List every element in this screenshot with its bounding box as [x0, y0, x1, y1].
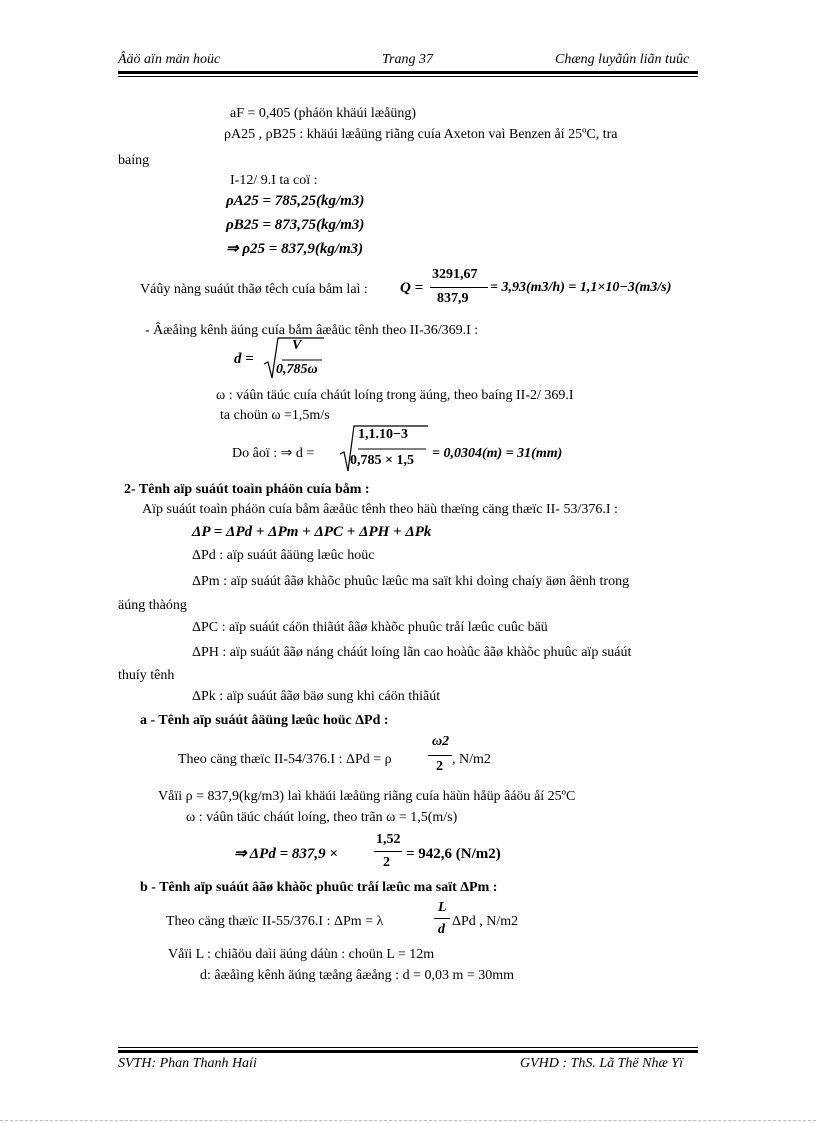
- eq-rho-b: ρB25 = 873,75(kg/m3): [226, 217, 365, 233]
- line-dpd: ΔPd : aïp suáút âäüng læûc hoüc: [192, 548, 375, 563]
- eq-dpd-den: 2: [436, 759, 443, 774]
- eq-dpm-num: L: [438, 900, 447, 915]
- eq-dpd-calc-lhs: ⇒ ΔPd = 837,9 ×: [234, 846, 338, 862]
- line-dpm-cont: äúng thàóng: [118, 598, 187, 613]
- section-b-title: b - Tênh aïp suáút âãø khàõc phuûc tråí læûc ma saït ΔPm :: [140, 880, 498, 895]
- eq-dpd-lhs: Theo cäng thæïc II-54/376.I : ΔPd = ρ: [178, 752, 392, 767]
- eq-dpd-calc-fraction-bar: [374, 851, 402, 852]
- eq-d-lhs: d =: [234, 351, 254, 367]
- footer-rule-thick: [118, 1050, 698, 1053]
- eq-dpm-lhs: Theo cäng thæïc II-55/376.I : ΔPm = λ: [166, 914, 384, 929]
- eq-d-den: 0,785ω: [276, 362, 318, 377]
- eq-d-calc-num: 1,1.10−3: [358, 427, 408, 442]
- eq-dpd-fraction-bar: [428, 755, 452, 756]
- line-diameter-def: d: âæåìng kênh äúng tæång âæång : d = 0,03 m = 30mm: [200, 968, 515, 983]
- line-omega-def: ω : váûn täúc cuía cháút loíng trong äúng, theo baíng II-2/ 369.I: [216, 388, 574, 403]
- line-dph: ΔPH : aïp suáút âãø náng cháút loíng lãn cao hoàûc âãø khàõc phuûc aïp suáút: [192, 645, 632, 660]
- section-a-title: a - Tênh aïp suáút âäüng læûc hoüc ΔPd :: [140, 713, 389, 728]
- line-dph-cont: thuíy tênh: [118, 668, 175, 683]
- eq-Q-lhs: Q =: [400, 280, 424, 296]
- eq-Q-rhs: = 3,93(m3/h) = 1,1×10−3(m3/s): [490, 280, 672, 295]
- eq-dpd-num: ω2: [432, 734, 450, 749]
- eq-total-pressure: ΔP = ΔPd + ΔPm + ΔPC + ΔPH + ΔPk: [192, 524, 432, 540]
- footer-rule-thin: [118, 1047, 698, 1048]
- eq-d-calc-lhs: Do âoï : ⇒ d =: [232, 446, 315, 461]
- eq-rho-mix: ⇒ ρ25 = 837,9(kg/m3): [226, 241, 364, 257]
- eq-Q-num: 3291,67: [432, 267, 478, 282]
- eq-d-num: V: [292, 338, 302, 353]
- header-center: Trang 37: [382, 52, 433, 67]
- line-baing: baíng: [118, 153, 150, 168]
- line-rho-mix: Våïi ρ = 837,9(kg/m3) laì khäúi læåüng riãng cuía häùn håüp âáöu åí 25ºC: [158, 789, 576, 804]
- eq-dpd-calc-num: 1,52: [376, 832, 401, 847]
- line-dpc: ΔPC : aïp suáút cáön thiãút âãø khàõc phuûc tråí læûc cuûc bäü: [192, 620, 548, 635]
- footer-right: GVHD : ThS. Lã Thë Nhæ Yï: [520, 1056, 683, 1071]
- line-omega-value: ω : váûn täúc cháút loíng, theo trãn ω = 1,5(m/s): [186, 810, 458, 825]
- footer-left: SVTH: Phan Thanh Haíi: [118, 1056, 257, 1071]
- section-2-title: 2- Tênh aïp suáút toaìn pháön cuía båm :: [124, 482, 370, 497]
- line-table-ref: I-12/ 9.I ta coï :: [230, 173, 318, 188]
- header-rule-thick: [118, 71, 698, 74]
- header-right: Chæng luyãûn liãn tuûc: [555, 52, 690, 67]
- line-omega-choice: ta choün ω =1,5m/s: [220, 408, 330, 423]
- eq-dpd-unit: , N/m2: [452, 752, 491, 767]
- line-diameter-intro: - Âæåìng kênh äúng cuía båm âæåüc tênh theo II-36/369.I :: [145, 323, 479, 338]
- line-rho-def: ρA25 , ρB25 : khäúi læåüng riãng cuía Axeton vaì Benzen åí 25ºC, tra: [224, 127, 618, 142]
- line-total-pressure: Aïp suáút toaìn pháön cuía båm âæåüc tênh theo häù thæïng cäng thæïc II- 53/376.I :: [142, 502, 618, 517]
- line-length-def: Våïi L : chiãöu daìi äúng dáùn : choün L = 12m: [168, 947, 435, 962]
- line-af: aF = 0,405 (pháön khäúi læåüng): [230, 106, 416, 121]
- eq-dpm-rhs: ΔPd , N/m2: [452, 914, 519, 929]
- eq-dpd-calc-den: 2: [383, 855, 390, 870]
- eq-Q-den: 837,9: [437, 291, 469, 306]
- line-dpk: ΔPk : aïp suáút âãø bäø sung khi cáön thiãút: [192, 689, 441, 704]
- header-rule-thin: [118, 76, 698, 77]
- header-left: Âäö aïn män hoüc: [118, 52, 221, 67]
- eq-d-calc-rhs: = 0,0304(m) = 31(mm): [432, 446, 563, 461]
- line-dpm: ΔPm : aïp suáút âãø khàõc phuûc læûc ma saït khi doìng chaíy äøn âënh trong: [192, 574, 630, 589]
- eq-Q-fraction-bar: [430, 287, 488, 288]
- line-Q-label: Váûy nàng suáút thãø têch cuía båm laì :: [140, 282, 368, 297]
- eq-dpm-fraction-bar: [434, 918, 450, 919]
- eq-dpd-calc-rhs: = 942,6 (N/m2): [406, 846, 501, 862]
- eq-rho-a: ρA25 = 785,25(kg/m3): [226, 193, 365, 209]
- eq-d-calc-den: 0,785 × 1,5: [350, 453, 414, 468]
- eq-dpm-den: d: [438, 922, 445, 937]
